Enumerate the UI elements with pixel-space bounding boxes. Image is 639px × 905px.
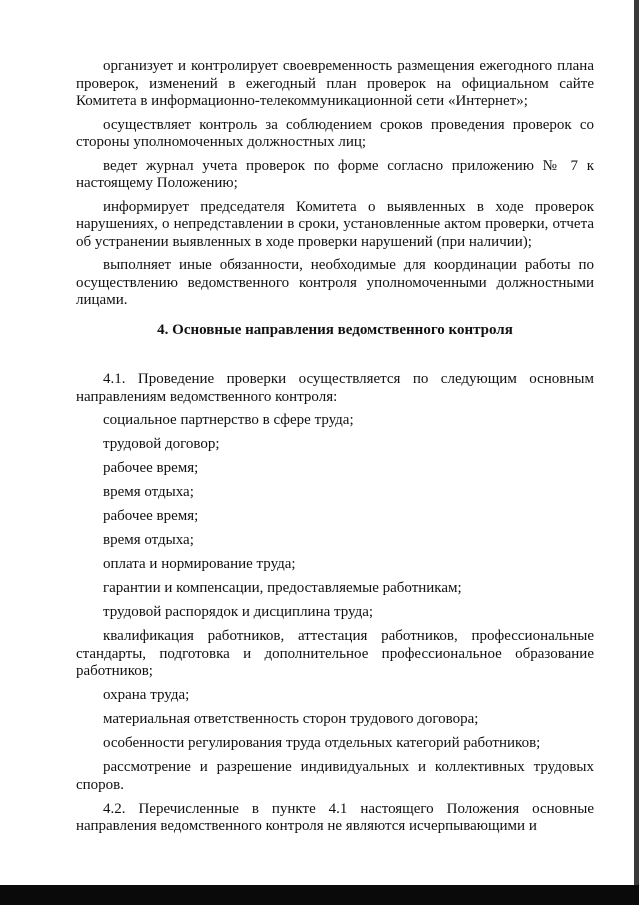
list-item: трудовой договор; — [103, 436, 220, 452]
list-item: гарантии и компенсации, предоставляемые работникам; — [103, 580, 462, 596]
paragraph-deadline-control: осуществляет контроль за соблюдением сроков проведения проверок со стороны уполномоченных должностных лиц; — [76, 116, 594, 150]
scan-right-edge — [634, 0, 639, 905]
list-item: время отдыха; — [103, 532, 194, 548]
section-heading: 4. Основные направления ведомственного контроля — [157, 321, 513, 338]
paragraph-publish-plan: организует и контролирует своевременность размещения ежегодного плана проверок, изменений в ежегодный план проверок на официальном сайте Комитета в информационно-телекоммуникационной сети «Интернет»; — [76, 58, 594, 109]
list-item: трудовой распорядок и дисциплина труда; — [103, 604, 374, 620]
paragraph-inform-chairman: информирует председателя Комитета о выявленных в ходе проверок нарушениях, о непредставлении в сроки, установленные актом проверки, отчета об устранении выявленных в ходе проверки нарушений (при наличии); — [76, 198, 594, 250]
list-item: рабочее время; — [103, 508, 199, 524]
list-item: материальная ответственность сторон трудового договора; — [103, 711, 479, 727]
paragraph-inspection-log: ведет журнал учета проверок по форме согласно приложению № 7 к настоящему Положению; — [76, 157, 594, 191]
scan-bottom-edge — [0, 885, 639, 905]
paragraph-other-duties: выполняет иные обязанности, необходимые для координации работы по осуществлению ведомственного контроля уполномоченными должностными лицами. — [76, 257, 594, 308]
list-item: охрана труда; — [103, 687, 190, 703]
list-item: оплата и нормирование труда; — [103, 556, 296, 572]
paragraph-4-2: 4.2. Перечисленные в пункте 4.1 настоящего Положения основные направления ведомственного контроля не являются исчерпывающими и — [76, 800, 594, 834]
paragraph-4-1: 4.1. Проведение проверки осуществляется по следующим основным направлениям ведомственного контроля: — [76, 371, 594, 405]
list-item: рабочее время; — [103, 460, 199, 476]
document-page — [76, 58, 594, 842]
list-item: квалификация работников, аттестация работников, профессиональные стандарты, подготовка и дополнительное профессиональное образование работников; — [76, 628, 594, 679]
list-item: особенности регулирования труда отдельных категорий работников; — [103, 735, 541, 751]
list-item: социальное партнерство в сфере труда; — [103, 412, 354, 428]
list-item: время отдыха; — [103, 484, 194, 500]
list-item: рассмотрение и разрешение индивидуальных и коллективных трудовых споров. — [76, 759, 594, 793]
